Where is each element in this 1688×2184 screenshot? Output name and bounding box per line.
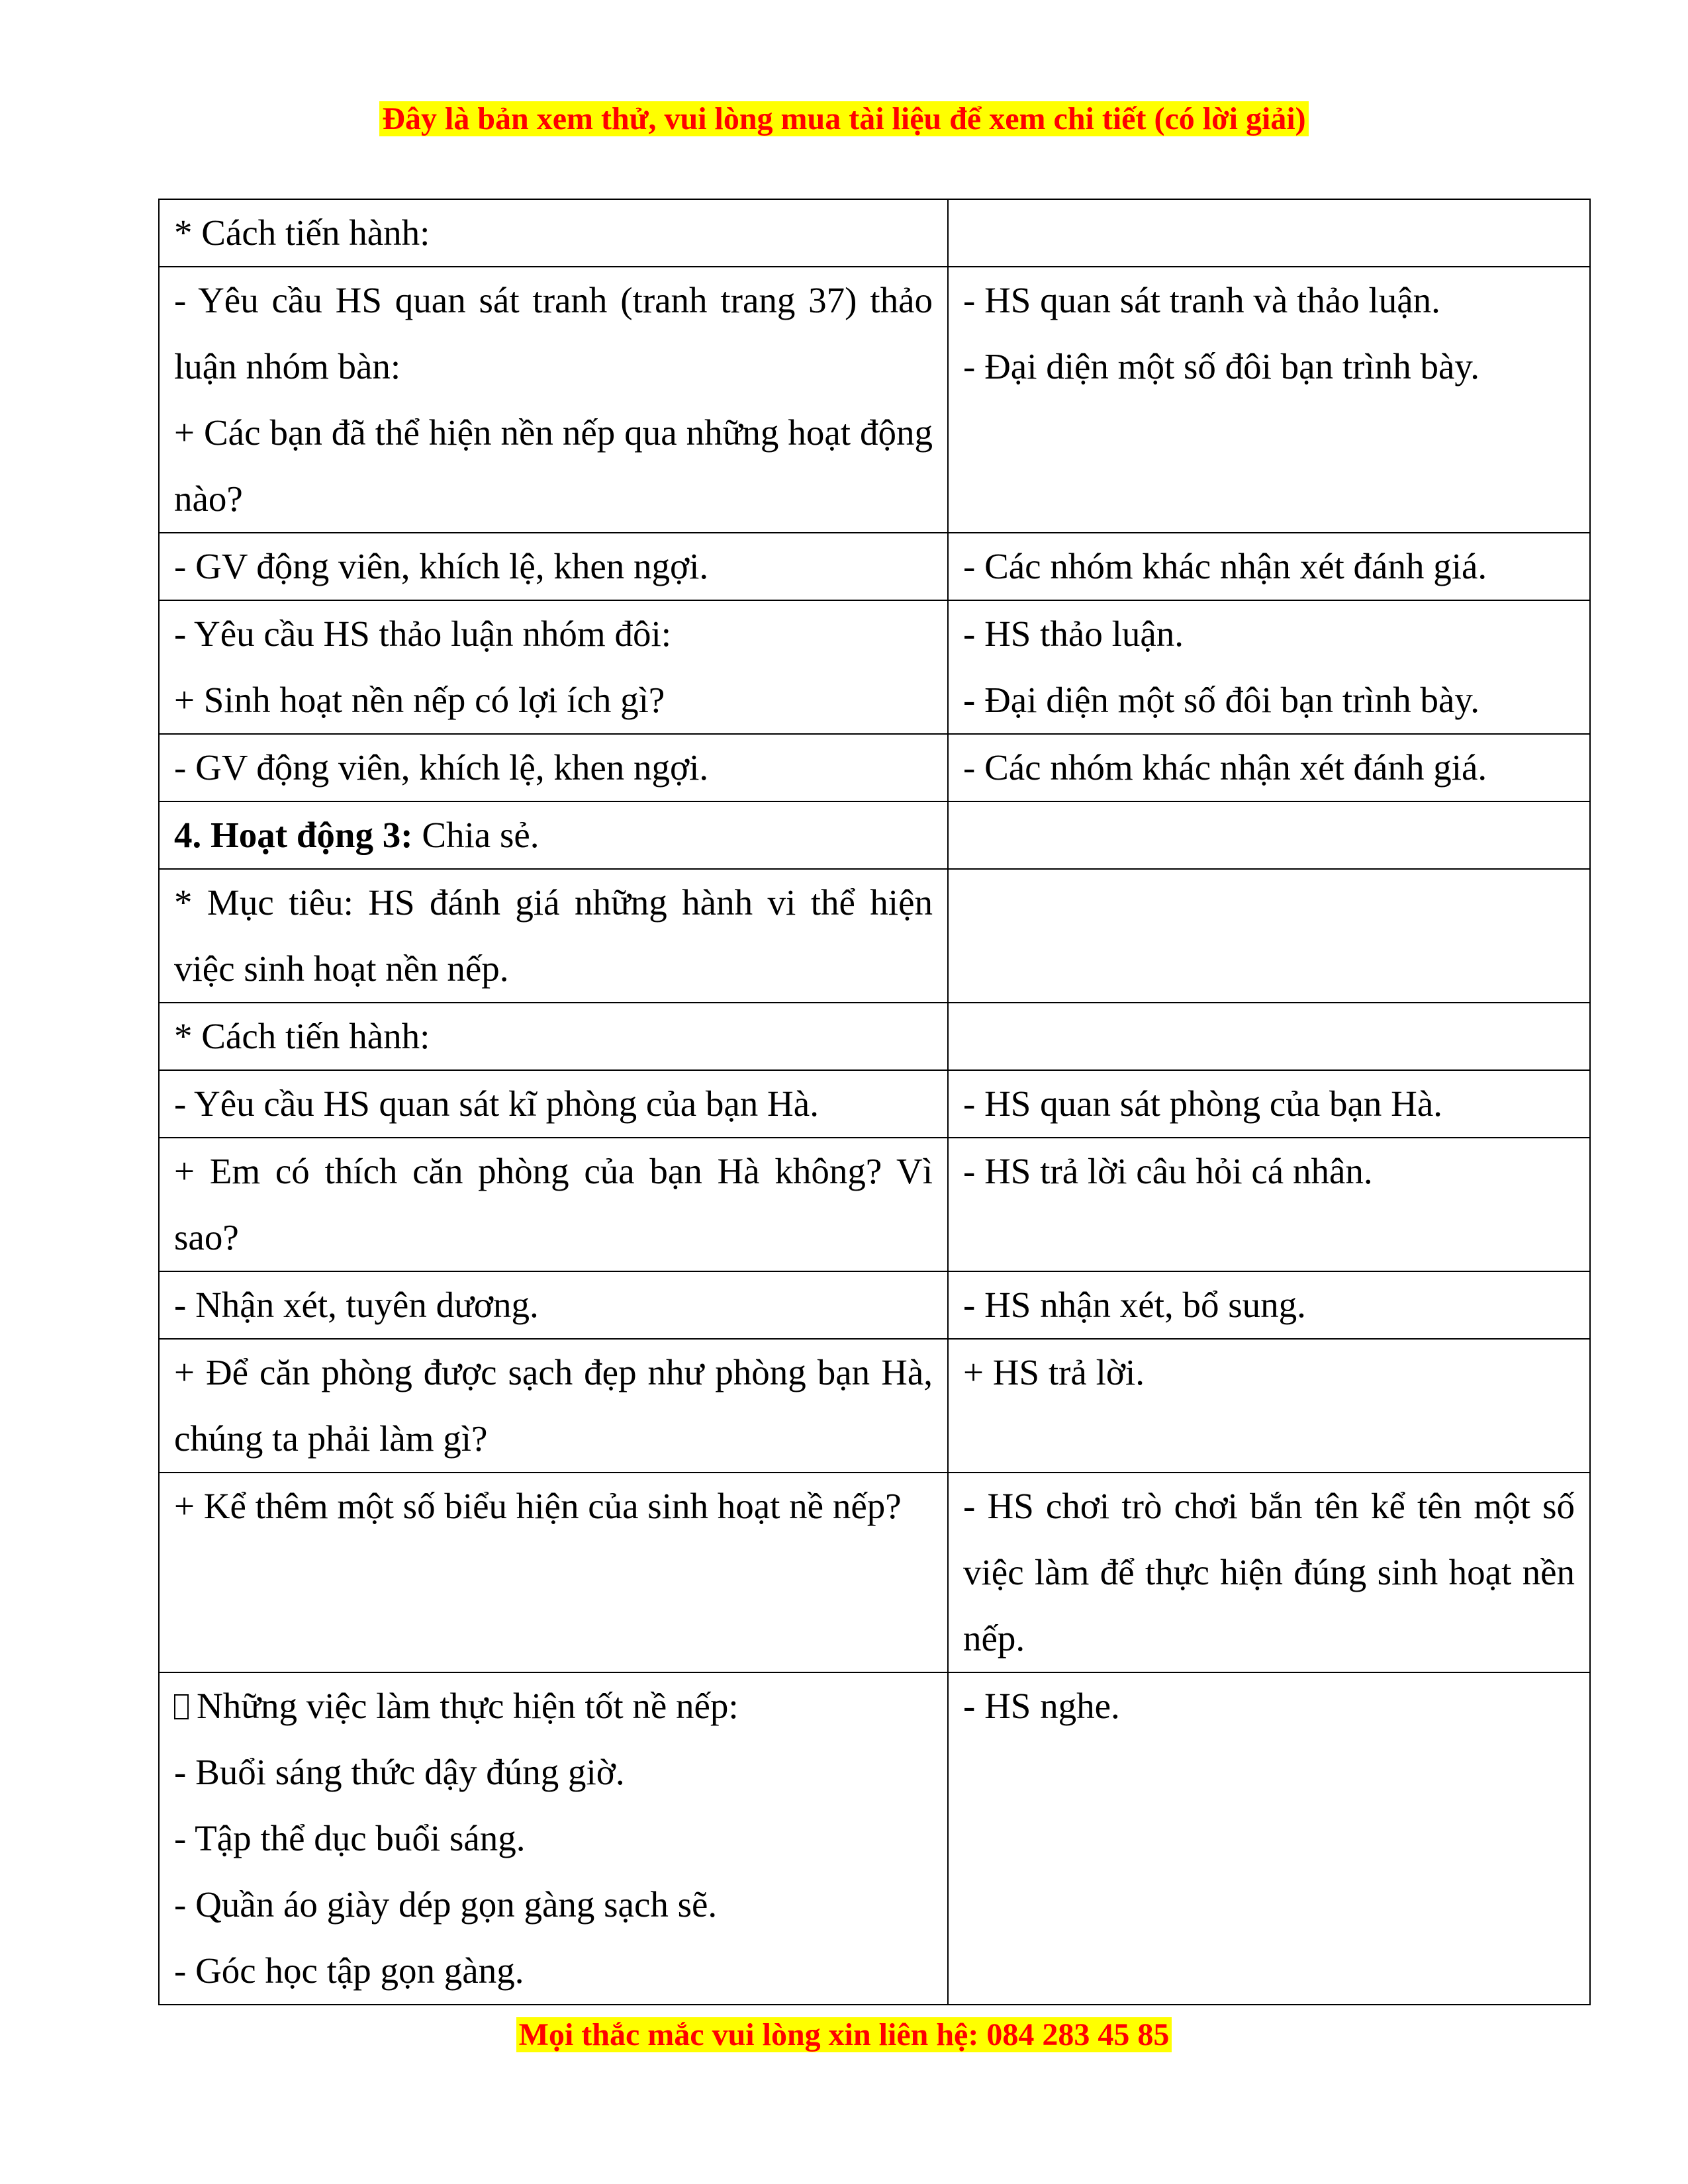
table-row [159,267,1590,533]
preview-notice-banner [0,99,1688,139]
contact-notice-banner [0,2015,1688,2055]
student-activity-cell: - HS trả lời câu hỏi cá nhân. [948,1138,1590,1271]
teacher-activity-cell: + Kể thêm một số biểu hiện của sinh hoạt nề nếp? [159,1473,948,1672]
student-activity-cell: - HS chơi trò chơi bắn tên kể tên một số việc làm để thực hiện đúng sinh hoạt nền nếp. [948,1473,1590,1672]
table-row [159,1003,1590,1070]
table-row [159,869,1590,1003]
teacher-activity-cell: Những việc làm thực hiện tốt nề nếp: - Buổi sáng thức dậy đúng giờ. - Tập thể dục buổi sáng. - Quần áo giày dép gọn gàng sạch sẽ. - Góc học tập gọn gàng. [159,1672,948,2005]
teacher-activity-cell: - GV động viên, khích lệ, khen ngợi. [159,533,948,600]
contact-notice-text: Mọi thắc mắc vui lòng xin liên hệ: 084 283 45 85 [516,2017,1172,2052]
student-activity-cell: - Các nhóm khác nhận xét đánh giá. [948,533,1590,600]
table-row [159,1070,1590,1138]
missing-glyph-box-icon [174,1694,189,1719]
section-heading-cell [159,801,948,869]
table-row [159,199,1590,267]
preview-notice-text: Đây là bản xem thử, vui lòng mua tài liệu để xem chi tiết (có lời giải) [379,101,1308,136]
student-activity-cell: - HS nhận xét, bổ sung. [948,1271,1590,1339]
section-heading: 4. Hoạt động 3: [174,815,413,855]
table-row [159,1672,1590,2005]
table-row [159,533,1590,600]
teacher-activity-cell: - Yêu cầu HS quan sát tranh (tranh trang 37) thảo luận nhóm bàn: + Các bạn đã thể hiện nền nếp qua những hoạt động nào? [159,267,948,533]
lesson-plan-table [158,199,1591,2005]
teacher-activity-cell: + Em có thích căn phòng của bạn Hà không? Vì sao? [159,1138,948,1271]
table-row [159,1473,1590,1672]
student-activity-cell: + HS trả lời. [948,1339,1590,1473]
table-row [159,734,1590,801]
teacher-activity-cell: * Cách tiến hành: [159,1003,948,1070]
student-activity-cell [948,199,1590,267]
table-row [159,1271,1590,1339]
student-activity-cell: - HS nghe. [948,1672,1590,2005]
teacher-activity-cell: + Để căn phòng được sạch đẹp như phòng bạn Hà, chúng ta phải làm gì? [159,1339,948,1473]
table-row [159,801,1590,869]
student-activity-cell [948,801,1590,869]
student-activity-cell [948,1003,1590,1070]
teacher-activity-cell: - Yêu cầu HS thảo luận nhóm đôi: + Sinh hoạt nền nếp có lợi ích gì? [159,600,948,734]
table-row [159,1138,1590,1271]
section-heading-rest: Chia sẻ. [412,815,539,855]
teacher-activity-cell: * Cách tiến hành: [159,199,948,267]
teacher-activity-cell: - Nhận xét, tuyên dương. [159,1271,948,1339]
table-row [159,1339,1590,1473]
student-activity-cell: - HS quan sát tranh và thảo luận. - Đại diện một số đôi bạn trình bày. [948,267,1590,533]
student-activity-cell: - Các nhóm khác nhận xét đánh giá. [948,734,1590,801]
teacher-activity-cell: * Mục tiêu: HS đánh giá những hành vi thể hiện việc sinh hoạt nền nếp. [159,869,948,1003]
student-activity-cell: - HS quan sát phòng của bạn Hà. [948,1070,1590,1138]
table-row [159,600,1590,734]
student-activity-cell: - HS thảo luận. - Đại diện một số đôi bạn trình bày. [948,600,1590,734]
student-activity-cell [948,869,1590,1003]
teacher-activity-cell: - GV động viên, khích lệ, khen ngợi. [159,734,948,801]
teacher-activity-cell: - Yêu cầu HS quan sát kĩ phòng của bạn Hà. [159,1070,948,1138]
